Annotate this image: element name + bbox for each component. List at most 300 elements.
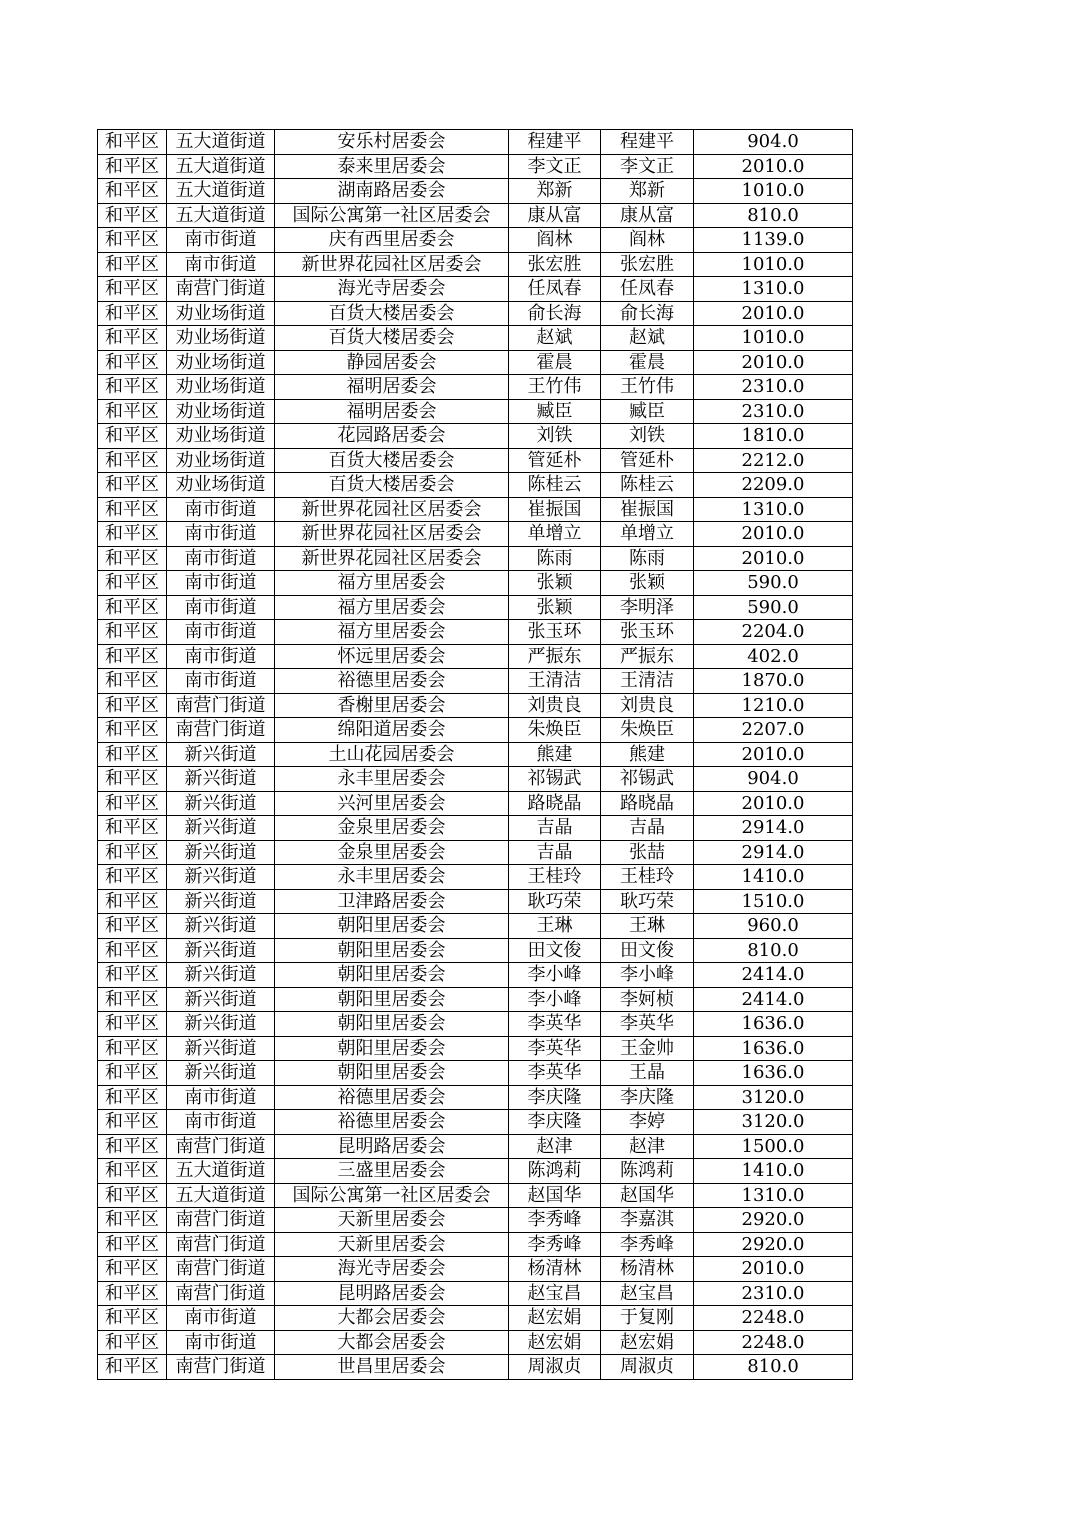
amount-cell: 2310.0 [694,375,853,400]
applicant-cell: 李英华 [509,1012,601,1037]
amount-cell: 960.0 [694,914,853,939]
committee-cell: 国际公寓第一社区居委会 [275,203,509,228]
recipient-cell: 耿巧荣 [601,889,694,914]
street-cell: 南市街道 [167,595,275,620]
recipient-cell: 程建平 [601,130,694,155]
applicant-cell: 俞长海 [509,301,601,326]
table-body [98,130,853,1380]
street-cell: 劝业场街道 [167,448,275,473]
table-row [98,497,853,522]
committee-cell: 卫津路居委会 [275,889,509,914]
recipient-cell: 刘贵良 [601,693,694,718]
amount-cell: 904.0 [694,130,853,155]
table-row [98,816,853,841]
committee-cell: 安乐村居委会 [275,130,509,155]
district-cell: 和平区 [98,1159,167,1184]
amount-cell: 2914.0 [694,840,853,865]
table-row [98,1012,853,1037]
table-row [98,1281,853,1306]
street-cell: 新兴街道 [167,987,275,1012]
applicant-cell: 王清洁 [509,669,601,694]
committee-cell: 朝阳里居委会 [275,987,509,1012]
district-cell: 和平区 [98,1183,167,1208]
committee-cell: 香榭里居委会 [275,693,509,718]
amount-cell: 1810.0 [694,424,853,449]
table-row [98,963,853,988]
district-cell: 和平区 [98,252,167,277]
street-cell: 南营门街道 [167,1257,275,1282]
recipient-cell: 张喆 [601,840,694,865]
street-cell: 南市街道 [167,252,275,277]
table-row [98,1183,853,1208]
committee-cell: 天新里居委会 [275,1208,509,1233]
amount-cell: 3120.0 [694,1110,853,1135]
street-cell: 劝业场街道 [167,326,275,351]
recipient-cell: 张颖 [601,571,694,596]
amount-cell: 2212.0 [694,448,853,473]
district-cell: 和平区 [98,203,167,228]
district-cell: 和平区 [98,154,167,179]
recipient-cell: 霍晨 [601,350,694,375]
applicant-cell: 赵宝昌 [509,1281,601,1306]
applicant-cell: 张颖 [509,571,601,596]
table-row [98,228,853,253]
recipient-cell: 任凤春 [601,277,694,302]
applicant-cell: 赵宏娟 [509,1306,601,1331]
applicant-cell: 刘铁 [509,424,601,449]
street-cell: 南营门街道 [167,718,275,743]
table-row [98,693,853,718]
district-cell: 和平区 [98,546,167,571]
street-cell: 南营门街道 [167,277,275,302]
street-cell: 新兴街道 [167,938,275,963]
street-cell: 南市街道 [167,522,275,547]
committee-cell: 朝阳里居委会 [275,1036,509,1061]
amount-cell: 2914.0 [694,816,853,841]
recipient-cell: 周淑贞 [601,1355,694,1380]
street-cell: 五大道街道 [167,1183,275,1208]
district-cell: 和平区 [98,938,167,963]
street-cell: 新兴街道 [167,791,275,816]
street-cell: 南市街道 [167,228,275,253]
street-cell: 南市街道 [167,1330,275,1355]
district-cell: 和平区 [98,718,167,743]
district-cell: 和平区 [98,987,167,1012]
committee-cell: 新世界花园社区居委会 [275,252,509,277]
table-row [98,1134,853,1159]
amount-cell: 2414.0 [694,963,853,988]
committee-cell: 大都会居委会 [275,1330,509,1355]
district-cell: 和平区 [98,228,167,253]
table-row [98,203,853,228]
street-cell: 南营门街道 [167,693,275,718]
recipient-cell: 张宏胜 [601,252,694,277]
table-row [98,546,853,571]
amount-cell: 2310.0 [694,1281,853,1306]
street-cell: 劝业场街道 [167,350,275,375]
recipient-cell: 王琳 [601,914,694,939]
district-cell: 和平区 [98,644,167,669]
applicant-cell: 杨清林 [509,1257,601,1282]
district-cell: 和平区 [98,1306,167,1331]
applicant-cell: 程建平 [509,130,601,155]
amount-cell: 1500.0 [694,1134,853,1159]
committee-cell: 绵阳道居委会 [275,718,509,743]
applicant-cell: 赵斌 [509,326,601,351]
committee-cell: 昆明路居委会 [275,1134,509,1159]
recipient-cell: 康从富 [601,203,694,228]
street-cell: 劝业场街道 [167,375,275,400]
applicant-cell: 吉晶 [509,816,601,841]
committee-cell: 土山花园居委会 [275,742,509,767]
recipient-cell: 王金帅 [601,1036,694,1061]
committee-cell: 湖南路居委会 [275,179,509,204]
recipient-cell: 赵津 [601,1134,694,1159]
applicant-cell: 管延朴 [509,448,601,473]
committee-cell: 海光寺居委会 [275,277,509,302]
recipient-cell: 李英华 [601,1012,694,1037]
street-cell: 五大道街道 [167,154,275,179]
street-cell: 南营门街道 [167,1208,275,1233]
amount-cell: 2010.0 [694,546,853,571]
recipient-cell: 阎林 [601,228,694,253]
district-cell: 和平区 [98,375,167,400]
committee-cell: 世昌里居委会 [275,1355,509,1380]
recipient-cell: 熊建 [601,742,694,767]
street-cell: 新兴街道 [167,742,275,767]
committee-cell: 三盛里居委会 [275,1159,509,1184]
table-row [98,1306,853,1331]
applicant-cell: 周淑贞 [509,1355,601,1380]
street-cell: 新兴街道 [167,816,275,841]
recipient-cell: 赵宝昌 [601,1281,694,1306]
street-cell: 南市街道 [167,1085,275,1110]
recipient-cell: 王清洁 [601,669,694,694]
committee-cell: 永丰里居委会 [275,865,509,890]
street-cell: 新兴街道 [167,1061,275,1086]
applicant-cell: 刘贵良 [509,693,601,718]
applicant-cell: 李庆隆 [509,1110,601,1135]
street-cell: 新兴街道 [167,889,275,914]
street-cell: 新兴街道 [167,963,275,988]
committee-cell: 福明居委会 [275,399,509,424]
committee-cell: 新世界花园社区居委会 [275,522,509,547]
committee-cell: 金泉里居委会 [275,840,509,865]
amount-cell: 1010.0 [694,179,853,204]
committee-cell: 国际公寓第一社区居委会 [275,1183,509,1208]
amount-cell: 2010.0 [694,301,853,326]
district-cell: 和平区 [98,1355,167,1380]
table-row [98,938,853,963]
data-table [97,129,853,1380]
district-cell: 和平区 [98,350,167,375]
table-row [98,767,853,792]
table-row [98,742,853,767]
applicant-cell: 阎林 [509,228,601,253]
recipient-cell: 郑新 [601,179,694,204]
district-cell: 和平区 [98,1134,167,1159]
recipient-cell: 于复刚 [601,1306,694,1331]
recipient-cell: 李嘉淇 [601,1208,694,1233]
table-row [98,1330,853,1355]
table-row [98,865,853,890]
district-cell: 和平区 [98,767,167,792]
amount-cell: 2248.0 [694,1306,853,1331]
recipient-cell: 李小峰 [601,963,694,988]
district-cell: 和平区 [98,1330,167,1355]
district-cell: 和平区 [98,277,167,302]
recipient-cell: 陈雨 [601,546,694,571]
committee-cell: 金泉里居委会 [275,816,509,841]
district-cell: 和平区 [98,816,167,841]
applicant-cell: 单增立 [509,522,601,547]
street-cell: 南市街道 [167,620,275,645]
street-cell: 新兴街道 [167,865,275,890]
table-row [98,1257,853,1282]
table-row [98,277,853,302]
street-cell: 南市街道 [167,1110,275,1135]
applicant-cell: 路晓晶 [509,791,601,816]
table-row [98,571,853,596]
table-row [98,179,853,204]
amount-cell: 810.0 [694,203,853,228]
committee-cell: 百货大楼居委会 [275,473,509,498]
district-cell: 和平区 [98,669,167,694]
recipient-cell: 李庆隆 [601,1085,694,1110]
applicant-cell: 陈鸿莉 [509,1159,601,1184]
committee-cell: 福方里居委会 [275,595,509,620]
recipient-cell: 陈桂云 [601,473,694,498]
street-cell: 劝业场街道 [167,473,275,498]
table-row [98,1232,853,1257]
recipient-cell: 赵斌 [601,326,694,351]
district-cell: 和平区 [98,179,167,204]
committee-cell: 花园路居委会 [275,424,509,449]
street-cell: 南市街道 [167,669,275,694]
amount-cell: 810.0 [694,1355,853,1380]
district-cell: 和平区 [98,595,167,620]
district-cell: 和平区 [98,424,167,449]
recipient-cell: 俞长海 [601,301,694,326]
district-cell: 和平区 [98,914,167,939]
street-cell: 南营门街道 [167,1281,275,1306]
committee-cell: 朝阳里居委会 [275,914,509,939]
applicant-cell: 李秀峰 [509,1232,601,1257]
street-cell: 劝业场街道 [167,301,275,326]
committee-cell: 昆明路居委会 [275,1281,509,1306]
applicant-cell: 任凤春 [509,277,601,302]
amount-cell: 810.0 [694,938,853,963]
table-row [98,350,853,375]
table-row [98,301,853,326]
applicant-cell: 王桂玲 [509,865,601,890]
recipient-cell: 李妸桢 [601,987,694,1012]
amount-cell: 1310.0 [694,1183,853,1208]
amount-cell: 2414.0 [694,987,853,1012]
amount-cell: 1010.0 [694,326,853,351]
amount-cell: 2010.0 [694,742,853,767]
table-row [98,914,853,939]
amount-cell: 904.0 [694,767,853,792]
committee-cell: 福明居委会 [275,375,509,400]
amount-cell: 1410.0 [694,1159,853,1184]
district-cell: 和平区 [98,889,167,914]
applicant-cell: 赵国华 [509,1183,601,1208]
applicant-cell: 朱焕臣 [509,718,601,743]
applicant-cell: 王琳 [509,914,601,939]
committee-cell: 朝阳里居委会 [275,938,509,963]
amount-cell: 1510.0 [694,889,853,914]
committee-cell: 大都会居委会 [275,1306,509,1331]
recipient-cell: 王竹伟 [601,375,694,400]
committee-cell: 裕德里居委会 [275,669,509,694]
table-row [98,620,853,645]
recipient-cell: 王晶 [601,1061,694,1086]
applicant-cell: 赵宏娟 [509,1330,601,1355]
recipient-cell: 田文俊 [601,938,694,963]
district-cell: 和平区 [98,1257,167,1282]
applicant-cell: 李庆隆 [509,1085,601,1110]
district-cell: 和平区 [98,742,167,767]
table-row [98,326,853,351]
applicant-cell: 霍晨 [509,350,601,375]
district-cell: 和平区 [98,1036,167,1061]
district-cell: 和平区 [98,865,167,890]
table-row [98,1355,853,1380]
applicant-cell: 张玉环 [509,620,601,645]
recipient-cell: 李婷 [601,1110,694,1135]
recipient-cell: 吉晶 [601,816,694,841]
table-row [98,154,853,179]
street-cell: 新兴街道 [167,1012,275,1037]
recipient-cell: 刘铁 [601,424,694,449]
table-row [98,252,853,277]
table-row [98,718,853,743]
recipient-cell: 杨清林 [601,1257,694,1282]
committee-cell: 裕德里居委会 [275,1110,509,1135]
applicant-cell: 康从富 [509,203,601,228]
committee-cell: 海光寺居委会 [275,1257,509,1282]
street-cell: 南市街道 [167,644,275,669]
recipient-cell: 单增立 [601,522,694,547]
amount-cell: 2010.0 [694,522,853,547]
applicant-cell: 陈桂云 [509,473,601,498]
committee-cell: 天新里居委会 [275,1232,509,1257]
district-cell: 和平区 [98,326,167,351]
table-row [98,1061,853,1086]
street-cell: 南市街道 [167,497,275,522]
committee-cell: 新世界花园社区居委会 [275,546,509,571]
committee-cell: 泰来里居委会 [275,154,509,179]
street-cell: 五大道街道 [167,130,275,155]
table-row [98,669,853,694]
recipient-cell: 陈鸿莉 [601,1159,694,1184]
amount-cell: 2920.0 [694,1232,853,1257]
recipient-cell: 朱焕臣 [601,718,694,743]
table-row [98,1208,853,1233]
street-cell: 五大道街道 [167,203,275,228]
district-cell: 和平区 [98,399,167,424]
street-cell: 南市街道 [167,546,275,571]
committee-cell: 静园居委会 [275,350,509,375]
applicant-cell: 吉晶 [509,840,601,865]
applicant-cell: 田文俊 [509,938,601,963]
amount-cell: 3120.0 [694,1085,853,1110]
committee-cell: 永丰里居委会 [275,767,509,792]
district-cell: 和平区 [98,1208,167,1233]
applicant-cell: 臧臣 [509,399,601,424]
amount-cell: 2248.0 [694,1330,853,1355]
recipient-cell: 崔振国 [601,497,694,522]
amount-cell: 1310.0 [694,497,853,522]
committee-cell: 新世界花园社区居委会 [275,497,509,522]
street-cell: 新兴街道 [167,1036,275,1061]
amount-cell: 2209.0 [694,473,853,498]
amount-cell: 2207.0 [694,718,853,743]
district-cell: 和平区 [98,522,167,547]
applicant-cell: 李英华 [509,1061,601,1086]
applicant-cell: 张宏胜 [509,252,601,277]
applicant-cell: 陈雨 [509,546,601,571]
district-cell: 和平区 [98,840,167,865]
street-cell: 南营门街道 [167,1355,275,1380]
table-row [98,473,853,498]
table-row [98,644,853,669]
recipient-cell: 张玉环 [601,620,694,645]
amount-cell: 1139.0 [694,228,853,253]
amount-cell: 1636.0 [694,1036,853,1061]
committee-cell: 福方里居委会 [275,571,509,596]
recipient-cell: 赵宏娟 [601,1330,694,1355]
applicant-cell: 赵津 [509,1134,601,1159]
committee-cell: 福方里居委会 [275,620,509,645]
applicant-cell: 李小峰 [509,987,601,1012]
table-row [98,448,853,473]
recipient-cell: 严振东 [601,644,694,669]
committee-cell: 朝阳里居委会 [275,1061,509,1086]
district-cell: 和平区 [98,1110,167,1135]
committee-cell: 百货大楼居委会 [275,301,509,326]
amount-cell: 1010.0 [694,252,853,277]
applicant-cell: 郑新 [509,179,601,204]
district-cell: 和平区 [98,301,167,326]
applicant-cell: 李文正 [509,154,601,179]
district-cell: 和平区 [98,693,167,718]
recipient-cell: 臧臣 [601,399,694,424]
street-cell: 新兴街道 [167,914,275,939]
district-cell: 和平区 [98,1061,167,1086]
recipient-cell: 李明泽 [601,595,694,620]
amount-cell: 1636.0 [694,1012,853,1037]
committee-cell: 庆有西里居委会 [275,228,509,253]
recipient-cell: 李秀峰 [601,1232,694,1257]
street-cell: 劝业场街道 [167,424,275,449]
recipient-cell: 路晓晶 [601,791,694,816]
table-row [98,375,853,400]
table-row [98,791,853,816]
recipient-cell: 王桂玲 [601,865,694,890]
amount-cell: 402.0 [694,644,853,669]
committee-cell: 百货大楼居委会 [275,326,509,351]
amount-cell: 1870.0 [694,669,853,694]
table-row [98,1110,853,1135]
committee-cell: 朝阳里居委会 [275,1012,509,1037]
amount-cell: 2204.0 [694,620,853,645]
table-row [98,889,853,914]
amount-cell: 2010.0 [694,791,853,816]
street-cell: 南市街道 [167,571,275,596]
street-cell: 新兴街道 [167,840,275,865]
